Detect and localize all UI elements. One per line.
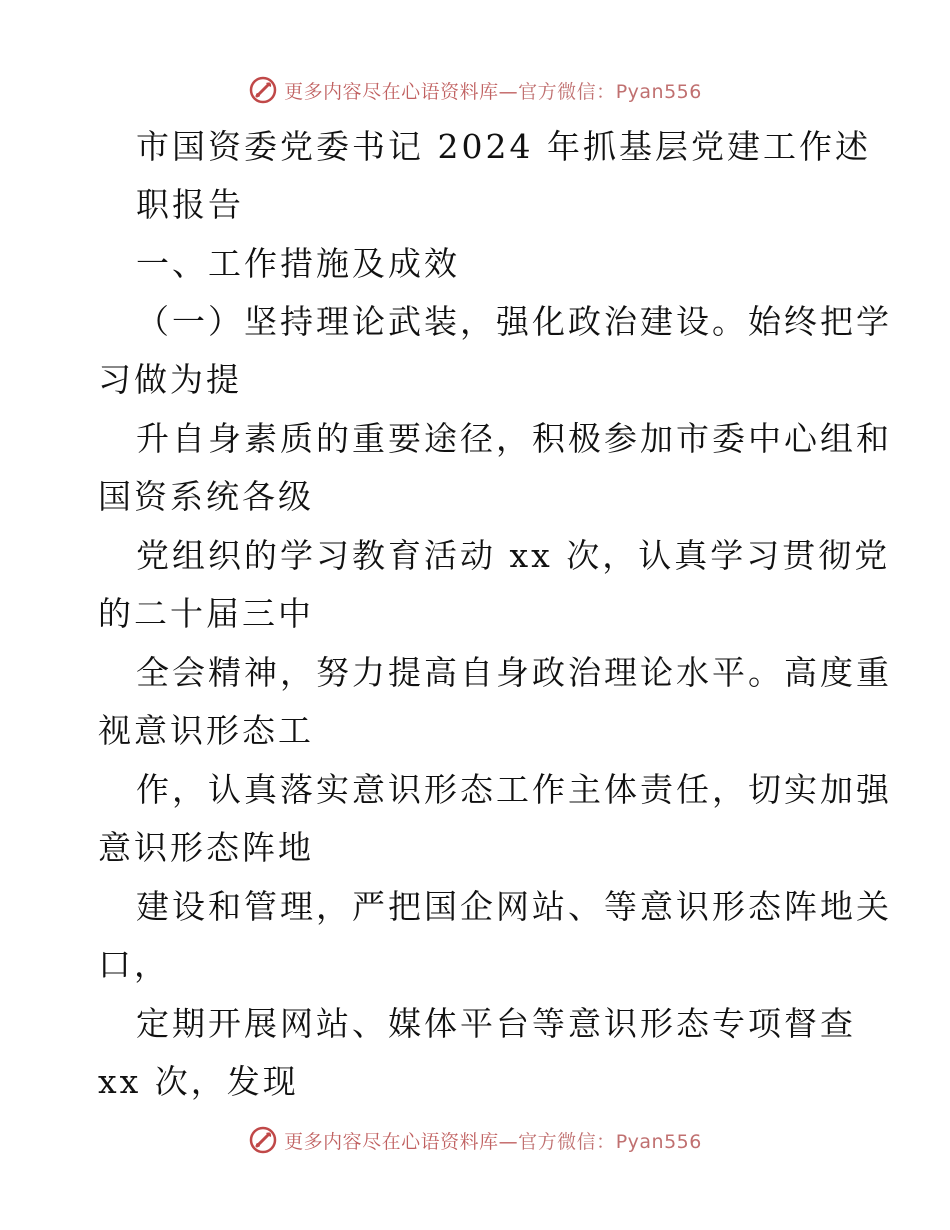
paragraph-line: 升自身素质的重要途径，积极参加市委中心组和 [136, 419, 892, 458]
quill-pen-icon [248, 75, 278, 105]
paragraph-line: 建设和管理，严把国企网站、等意识形态阵地关 [136, 887, 892, 926]
paragraph-line: 党组织的学习教育活动 xx 次，认真学习贯彻党 [136, 536, 891, 575]
paragraph-line: 视意识形态工 [98, 711, 314, 750]
paragraph-line: 国资系统各级 [98, 477, 314, 516]
paragraph-line: 定期开展网站、媒体平台等意识形态专项督查 [136, 1004, 856, 1043]
quill-pen-icon [248, 1125, 278, 1155]
paragraph-line: xx 次，发现 [98, 1062, 299, 1101]
paragraph-line: 全会精神，努力提高自身政治理论水平。高度重 [136, 653, 892, 692]
document-title-line-1: 市国资委党委书记 2024 年抓基层党建工作述 [136, 127, 871, 166]
paragraph-line: 作，认真落实意识形态工作主体责任，切实加强 [136, 770, 892, 809]
watermark-text: 更多内容尽在心语资料库—官方微信：Pyan556 [284, 1130, 702, 1153]
paragraph-line: 习做为提 [98, 360, 242, 399]
paragraph-line: 口， [98, 945, 170, 984]
paragraph-line: 意识形态阵地 [98, 828, 314, 867]
section-heading: 一、工作措施及成效 [136, 244, 460, 283]
document-title-line-2: 职报告 [136, 185, 244, 224]
header-watermark [0, 72, 950, 108]
footer-watermark [0, 1122, 950, 1158]
paragraph-line: （一）坚持理论武装，强化政治建设。始终把学 [136, 302, 892, 341]
paragraph-line: 的二十届三中 [98, 594, 314, 633]
watermark-text: 更多内容尽在心语资料库—官方微信：Pyan556 [284, 80, 702, 103]
